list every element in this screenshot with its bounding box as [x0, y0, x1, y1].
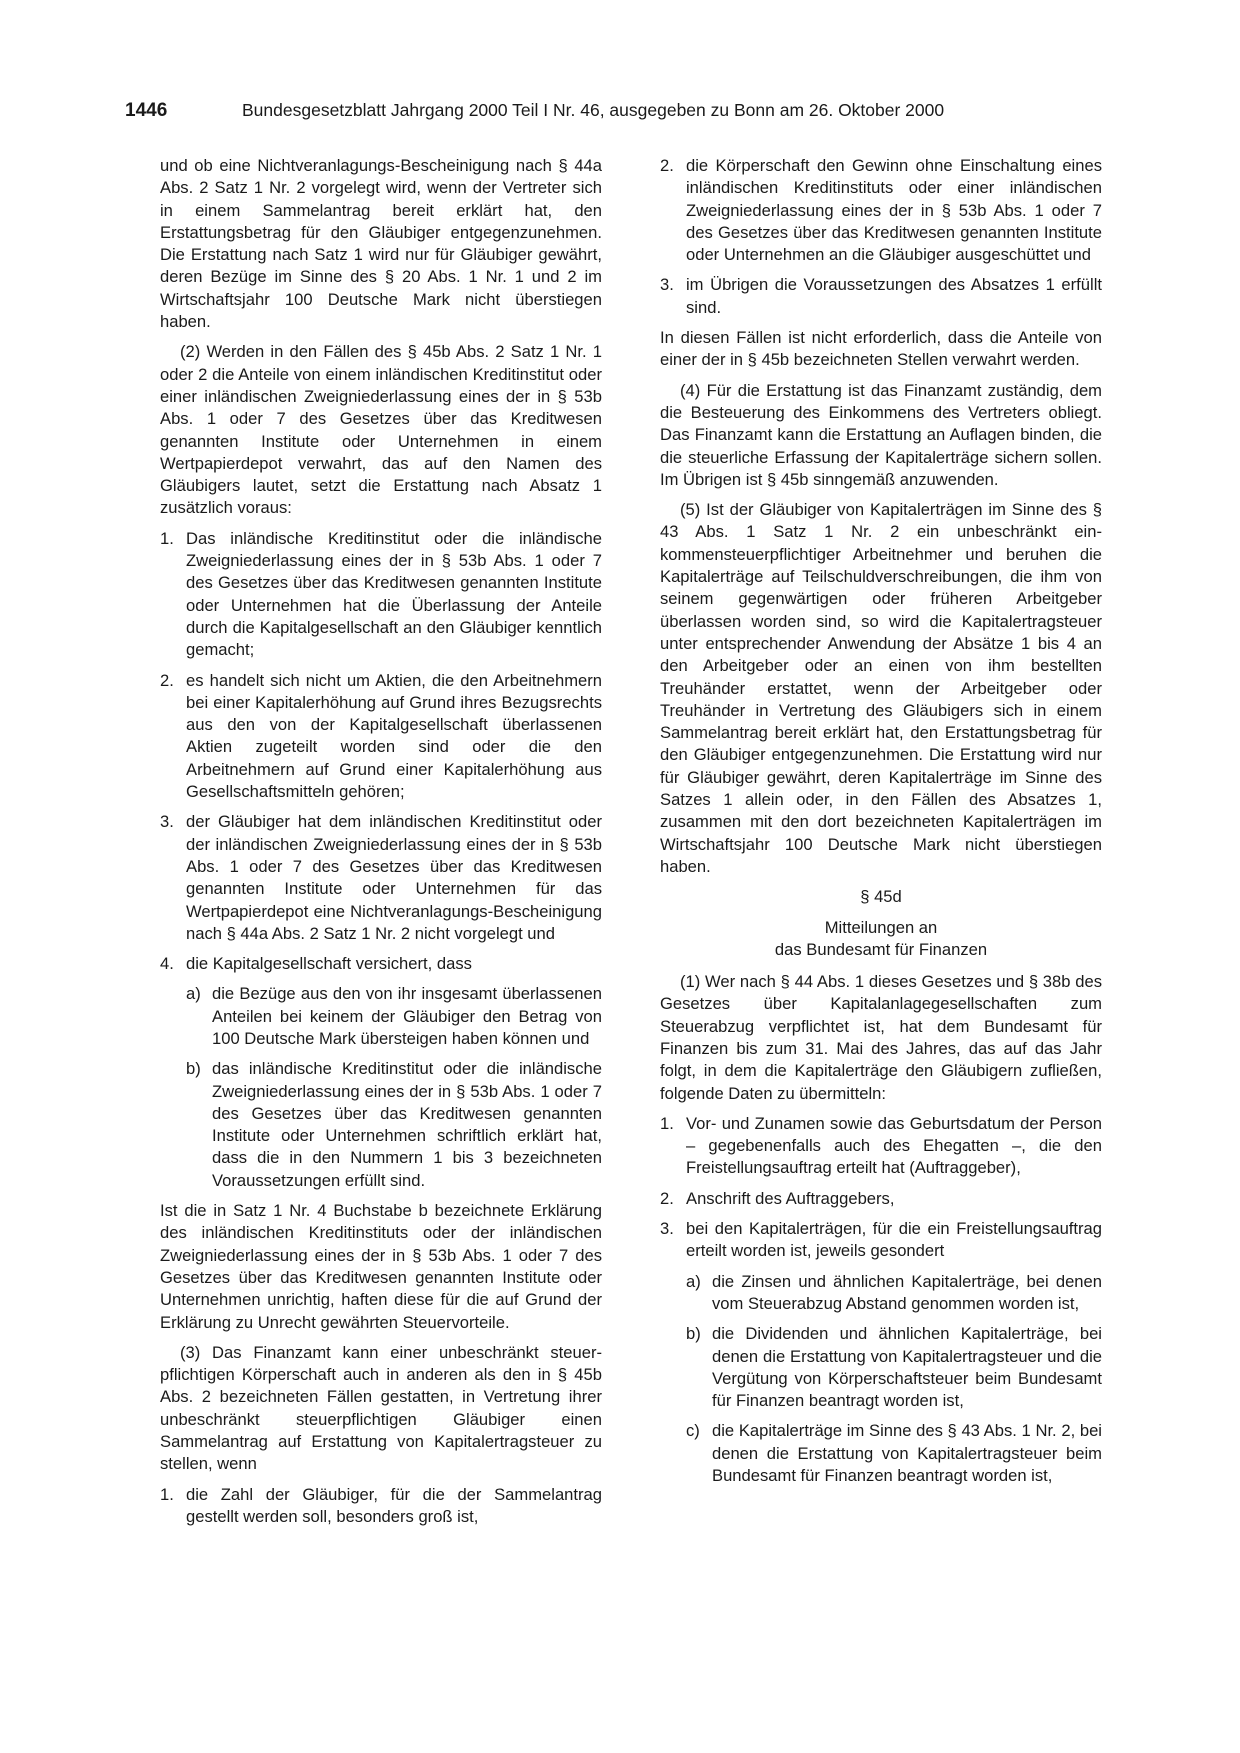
list-item — [660, 274, 1102, 319]
list-number: 1. — [160, 528, 174, 548]
list-text: die Kapitalgesellschaft versichert, dass — [186, 954, 472, 974]
section-title-line-2: das Bundesamt für Finanzen — [774, 939, 988, 959]
paragraph-45d-1: (1) Wer nach § 44 Abs. 1 dieses Gesetzes und § 38b des Gesetzes über Kapitalanlagegesellschaften zum Steuerabzug verpflichtet ist, hat dem Bundesamt für Finanzen bis zum 31. Mai des Jahres, das auf das Jahr folgt, in dem die Kapitalerträge den Gläubigern zufließen, folgende Daten zu übermitteln: — [660, 972, 1102, 1103]
sub-list-letter: b) — [186, 1059, 201, 1079]
list-number: 3. — [660, 275, 674, 295]
list-item — [160, 811, 602, 945]
paragraph-4: (4) Für die Erstattung ist das Finanzamt zuständig, dem die Besteuerung des Einkommens des Vertreters obliegt. Das Finanzamt kann die Erstattung an Auflagen binden, die die steuerliche Erfassung der Kapitalerträge sichern sollen. Im Übrigen ist § 45b sinngemäß anzuwenden. — [660, 380, 1102, 489]
sub-list-item — [186, 983, 602, 1050]
list-item — [160, 528, 602, 662]
list-text: Vor- und Zunamen sowie das Geburtsdatum der Person – gegebenenfalls auch des Ehegatten –, die den Freistellungsauftrag erteilt hat (Auftraggeber), — [686, 1113, 1102, 1178]
list-text: die Körperschaft den Gewinn ohne Einschaltung eines inländischen Kreditinstituts oder einer inländischen Zweigniederlassung eines der in § 53b Abs. 1 oder 7 des Gesetzes über das Kreditwesen genannten Institute oder Unternehmen an die Gläubiger ausgeschüttet und — [686, 156, 1102, 265]
list-item — [160, 953, 602, 975]
sub-list-item — [686, 1420, 1102, 1487]
left-column — [160, 155, 602, 1536]
sub-list-letter: a) — [186, 984, 201, 1004]
list-number: 3. — [660, 1219, 674, 1239]
list-item — [160, 670, 602, 804]
list-number: 1. — [160, 1484, 174, 1504]
paragraph-2: (2) Werden in den Fällen des § 45b Abs. 2 Satz 1 Nr. 1 oder 2 die Anteile von einem inländischen Kreditinstitut oder einer inländischen Zweigniederlassung eines der in § 53b Abs. 1 oder 7 des Gesetzes über das Kreditwesen genannten Institute oder Unternehmen in einem Wertpapierdepot verwahrt, das auf den Namen des Gläubigers lautet, setzt die Erstattung nach Absatz 1 zusätzlich voraus: — [160, 342, 602, 518]
sub-list-text: die Kapitalerträge im Sinne des § 43 Abs. 1 Nr. 2, bei denen die Erstattung von Kapitalertragsteuer beim Bundesamt für Finanzen beantragt worden ist, — [712, 1421, 1102, 1486]
sub-list-letter: b) — [686, 1324, 701, 1344]
sub-list-item — [186, 1058, 602, 1192]
list-text: der Gläubiger hat dem inländischen Kreditinstitut oder der inländischen Zweigniederlassung eines der in § 53b Abs. 1 oder 7 des Gesetzes über das Kreditwesen genannten Institute oder Unternehmen für das Wertpapierdepot eine Nichtveranlagungs-Bescheinigung nach § 44a Abs. 2 Satz 1 Nr. 2 nicht vorgelegt und — [186, 812, 602, 943]
list-number: 2. — [160, 670, 174, 690]
paragraph-3: (3) Das Finanzamt kann einer unbeschränkt steuerpflichtigen Körperschaft auch in anderen als den in § 45b Abs. 2 bezeichneten Fällen gestatten, in Vertretung ihrer unbeschränkt steuerpflichtigen Gläubiger einen Sammelantrag auf Erstattung von Kapitalertragsteuer zu stellen, wenn — [160, 1342, 602, 1474]
sub-list-letter: a) — [686, 1271, 701, 1291]
list-text: es handelt sich nicht um Aktien, die den Arbeitnehmern bei einer Kapitalerhöhung auf Grund ihres Bezugsrechts aus den von der Kapitalgesellschaft überlassenen Aktien zugeteilt worden sind oder die den Arbeitnehmern auf Grund einer Kapitalerhöhung aus Gesellschaftsmitteln gehören; — [186, 670, 602, 802]
list-number: 4. — [160, 954, 174, 974]
list-text: bei den Kapitalerträgen, für die ein Freistellungsauftrag erteilt worden ist, jeweils gesondert — [686, 1219, 1102, 1261]
page-number: 1446 — [125, 100, 168, 121]
list-item — [660, 1113, 1102, 1180]
sub-list-letter: c) — [686, 1421, 700, 1441]
header-title: Bundesgesetzblatt Jahrgang 2000 Teil I Nr. 46, ausgegeben zu Bonn am 26. Oktober 2000 — [242, 100, 945, 120]
sub-list-text: das inländische Kreditinstitut oder die inländische Zweigniederlassung eines der in § 53b Abs. 1 oder 7 des Gesetzes über das Kreditwesen genannten Institute oder Unternehmen schriftlich erklärt hat, dass die in den Nummern 1 bis 3 bezeichneten Voraussetzungen erfüllt sind. — [212, 1059, 602, 1190]
list-item — [660, 1188, 1102, 1210]
sub-list-text: die Dividenden und ähnlichen Kapitalerträge, bei denen die Erstattung von Kapitalertragsteuer und die Vergütung von Körperschaftsteuer beim Bundesamt für Finanzen beantragt worden ist, — [712, 1324, 1102, 1411]
list-number: 3. — [160, 812, 174, 832]
paragraph: Ist die in Satz 1 Nr. 4 Buchstabe b bezeichnete Erklärung des inländischen Kreditinstituts oder der inländischen Zweigniederlassung eines der in § 53b Abs. 1 oder 7 des Gesetzes über das Kreditwesen genannten Institute oder Unternehmen unrichtig, haften diese für die auf Grund der Erklärung zu Unrecht gewährten Steuervorteile. — [160, 1201, 602, 1332]
paragraph: und ob eine Nichtveranlagungs-Bescheinigung nach § 44a Abs. 2 Satz 1 Nr. 2 vorgelegt wird, wenn der Vertreter sich in einem Sammelantrag bereit erklärt hat, den Erstattungsbetrag für den Gläubiger entgegenzunehmen. Die Erstattung nach Satz 1 wird nur für Gläubiger gewährt, deren Bezüge im Sinne des § 20 Abs. 1 Nr. 1 und 2 im Wirtschaftsjahr 100 Deutsche Mark nicht überstiegen haben. — [160, 156, 602, 332]
list-number: 2. — [660, 1188, 674, 1208]
paragraph-5: (5) Ist der Gläubiger von Kapitalerträgen im Sinne des § 43 Abs. 1 Satz 1 Nr. 2 ein unbeschränkt einkommensteuerpflichtiger Arbeitnehmer und beruhen die Kapitalerträge auf Teilschuldverschreibungen, die ihm von seinem gegenwärtigen oder früheren Arbeitgeber überlassen worden sind, so wird die Kapitalertragsteuer unter entsprechender Anwendung der Absätze 1 bis 4 an den Arbeitgeber oder an einen von ihm bestellten Treuhänder erstattet, wenn der Arbeitgeber oder Treuhänder in Vertretung des Gläubigers sich in einem Sammelantrag bereit erklärt hat, den Erstattungsbetrag für den Gläubiger entgegenzunehmen. Die Erstattung wird nur für Gläubiger gewährt, deren Kapitalerträge im Sinne des Satzes 1 allein oder, in den Fällen des Absatzes 1, zusammen mit den dort bezeichneten Kapitalerträgen im Wirtschaftsjahr 100 Deutsche Mark nicht überstiegen haben. — [660, 500, 1102, 876]
list-item — [660, 155, 1102, 266]
section-number: § 45d — [860, 887, 902, 907]
list-text: Anschrift des Auftraggebers, — [686, 1188, 895, 1208]
section-heading — [660, 886, 1102, 961]
right-column — [660, 155, 1102, 1495]
page-header — [125, 100, 1115, 126]
list-text: die Zahl der Gläubiger, für die der Sammelantrag gestellt werden soll, besonders groß ist, — [186, 1484, 602, 1526]
list-text: im Übrigen die Voraussetzungen des Absatzes 1 erfüllt sind. — [686, 275, 1102, 317]
list-number: 1. — [660, 1113, 674, 1133]
list-text: Das inländische Kreditinstitut oder die inländische Zweigniederlassung eines der in § 53b Abs. 1 oder 7 des Gesetzes über das Kreditwesen genannten Institute oder Unternehmen hat die Überlassung der Anteile durch die Kapitalgesellschaft an den Gläubiger kenntlich gemacht; — [186, 528, 602, 660]
paragraph: In diesen Fällen ist nicht erforderlich, dass die Anteile von einer der in § 45b bezeichneten Stellen verwahrt werden. — [660, 328, 1102, 370]
sub-list-text: die Bezüge aus den von ihr insgesamt überlassenen Anteilen bei keinem der Gläubiger den Betrag von 100 Deutsche Mark übersteigen haben können und — [212, 984, 602, 1048]
list-number: 2. — [660, 156, 674, 175]
sub-list-item — [686, 1271, 1102, 1316]
sub-list-item — [686, 1323, 1102, 1412]
list-item — [660, 1218, 1102, 1263]
section-title-line-1: Mitteilungen an — [824, 917, 938, 937]
list-item — [160, 1484, 602, 1529]
sub-list-text: die Zinsen und ähnlichen Kapitalerträge, bei denen vom Steuerabzug Abstand genommen worden ist, — [712, 1271, 1102, 1313]
